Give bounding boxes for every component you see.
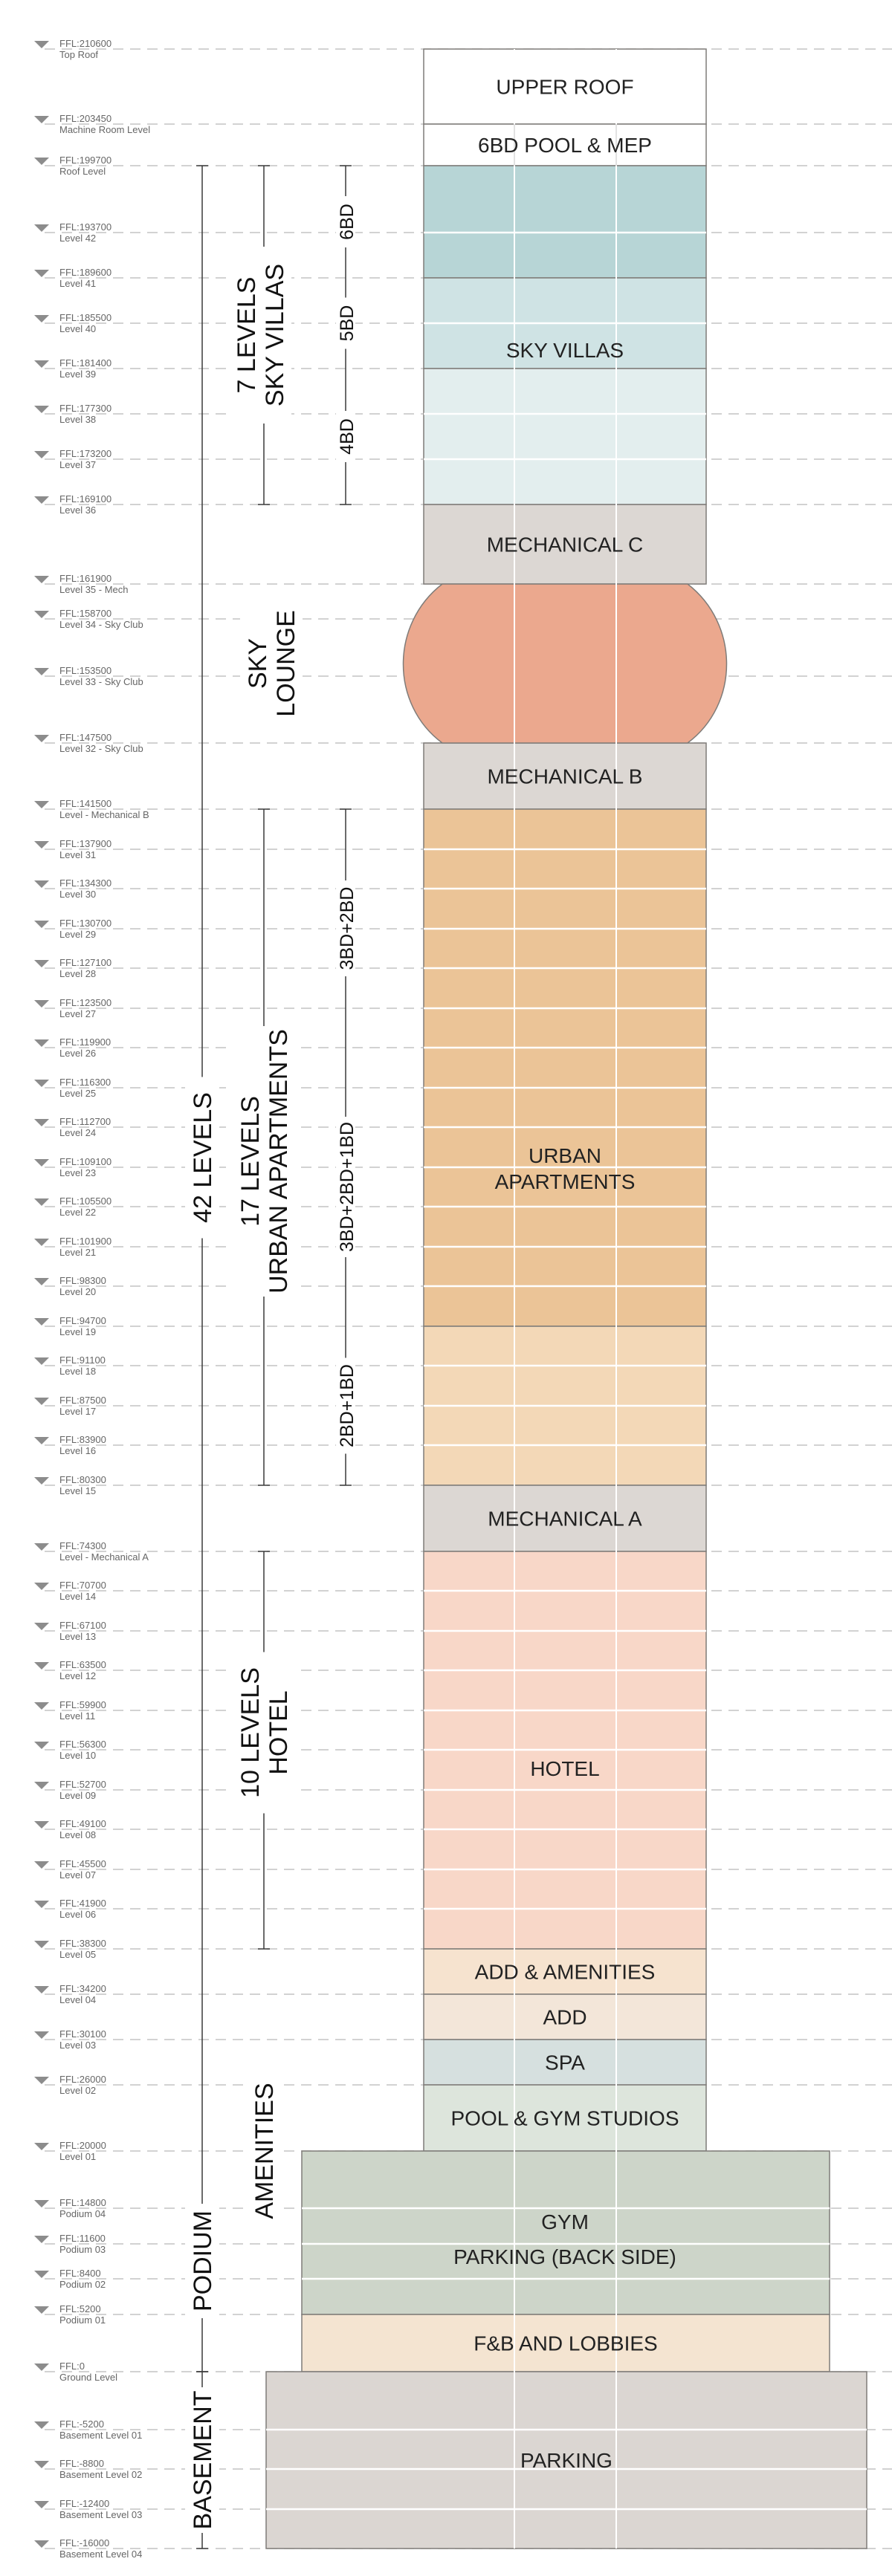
level-marker-icon (34, 2421, 49, 2429)
program-block (424, 166, 706, 278)
level-name-label: Level 11 (59, 1710, 96, 1722)
unit-mix-label (337, 1364, 358, 1447)
level-ffl-label: FFL:5200 (59, 2303, 101, 2314)
level-marker-icon (34, 1821, 49, 1829)
level-name-label: Level 10 (59, 1750, 97, 1761)
level-marker-icon (34, 1080, 49, 1087)
level-marker-icon (34, 315, 49, 322)
level-name-label: Level 19 (59, 1326, 97, 1337)
zone-label-line: SKY VILLAS (261, 263, 289, 407)
level-marker-icon (34, 158, 49, 165)
level-ffl-label: FFL:11600 (59, 2233, 106, 2244)
zone-label (189, 2210, 217, 2311)
level-marker-icon (34, 1782, 49, 1789)
zone-label-line: SKY (244, 637, 272, 690)
level-marker-icon (34, 1702, 49, 1710)
level-name-label: Level 24 (59, 1127, 97, 1138)
level-marker-icon (34, 1159, 49, 1167)
unit-mix-text: 2BD+1BD (337, 1364, 358, 1447)
level-ffl-label: FFL:101900 (59, 1236, 112, 1247)
level-name-label: Level 16 (59, 1445, 97, 1456)
level-ffl-label: FFL:63500 (59, 1659, 106, 1670)
unit-mix-text: 6BD (337, 204, 358, 240)
level-marker-icon (34, 2271, 49, 2278)
level-marker-icon (34, 1357, 49, 1365)
level-name-label: Level 14 (59, 1591, 97, 1602)
level-marker-icon (34, 451, 49, 458)
level-marker-icon (34, 921, 49, 928)
level-marker-icon (34, 1623, 49, 1630)
level-ffl-label: FFL:169100 (59, 493, 112, 505)
level-ffl-label: FFL:8400 (59, 2268, 101, 2279)
level-name-label: Level 35 - Mech (59, 584, 129, 595)
level-marker-icon (34, 1941, 49, 1948)
level-marker-icon (34, 2077, 49, 2084)
level-name-label: Level 28 (59, 968, 97, 979)
level-name-label: Basement Level 03 (59, 2509, 143, 2520)
level-ffl-label: FFL:210600 (59, 38, 112, 49)
level-name-label: Level 27 (59, 1008, 97, 1019)
level-marker-icon (34, 1901, 49, 1908)
level-name-label: Basement Level 04 (59, 2549, 143, 2560)
level-marker-icon (34, 1986, 49, 1993)
level-marker-icon (34, 801, 49, 808)
level-name-label: Level 41 (59, 278, 97, 289)
zone-label-line: HOTEL (265, 1690, 293, 1775)
level-marker-icon (34, 1198, 49, 1206)
level-ffl-label: FFL:141500 (59, 798, 112, 809)
level-name-label: Level 26 (59, 1048, 97, 1059)
level-marker-icon (34, 2143, 49, 2150)
level-ffl-label: FFL:116300 (59, 1077, 112, 1088)
level-name-label: Podium 03 (59, 2244, 106, 2255)
level-name-label: Level 29 (59, 929, 97, 940)
level-ffl-label: FFL:80300 (59, 1474, 106, 1485)
level-marker-icon (34, 1543, 49, 1551)
block-label: ADD (543, 2005, 587, 2029)
zone-label-line: 17 LEVELS (236, 1096, 265, 1227)
level-marker-icon (34, 2501, 49, 2508)
level-name-label: Level 21 (59, 1247, 97, 1258)
level-marker-icon (34, 270, 49, 277)
level-name-label: Level 25 (59, 1088, 97, 1099)
level-ffl-label: FFL:105500 (59, 1195, 112, 1207)
level-ffl-label: FFL:38300 (59, 1938, 106, 1949)
level-marker-icon (34, 1583, 49, 1590)
level-name-label: Level 42 (59, 233, 97, 244)
level-ffl-label: FFL:83900 (59, 1434, 106, 1445)
zone-label-line: AMENITIES (251, 2083, 279, 2219)
block-label: F&B AND LOBBIES (474, 2332, 658, 2355)
level-name-label: Podium 01 (59, 2314, 106, 2326)
level-name-label: Level 31 (59, 849, 97, 860)
unit-mix-label (337, 418, 358, 455)
level-marker-icon (34, 1318, 49, 1326)
unit-mix-text: 3BD+2BD (337, 886, 358, 970)
level-ffl-label: FFL:74300 (59, 1540, 106, 1551)
level-ffl-label: FFL:147500 (59, 732, 112, 743)
program-block (424, 369, 706, 505)
level-marker-icon (34, 1239, 49, 1246)
level-name-label: Level 09 (59, 1790, 97, 1801)
level-marker-icon (34, 1437, 49, 1444)
level-name-label: Level 01 (59, 2151, 97, 2162)
level-name-label: Ground Level (59, 2372, 118, 2383)
level-ffl-label: FFL:56300 (59, 1739, 106, 1750)
level-name-label: Podium 04 (59, 2208, 106, 2219)
level-name-label: Level 12 (59, 1670, 97, 1681)
level-ffl-label: FFL:158700 (59, 608, 112, 619)
level-ffl-label: FFL:94700 (59, 1315, 106, 1326)
level-name-label: Level 18 (59, 1366, 97, 1377)
zone-label-line: URBAN APARTMENTS (265, 1029, 293, 1294)
sky-lounge-shape (404, 584, 727, 743)
level-name-label: Roof Level (59, 166, 106, 177)
level-ffl-label: FFL:14800 (59, 2197, 106, 2208)
level-marker-icon (34, 960, 49, 967)
level-ffl-label: FFL:52700 (59, 1779, 106, 1790)
level-ffl-label: FFL:0 (59, 2361, 85, 2372)
level-ffl-label: FFL:98300 (59, 1275, 106, 1286)
level-ffl-label: FFL:112700 (59, 1116, 112, 1127)
level-name-label: Level 04 (59, 1994, 97, 2005)
level-marker-icon (34, 1000, 49, 1008)
unit-mix-label (337, 887, 358, 970)
level-ffl-label: FFL:91100 (59, 1354, 106, 1366)
level-name-label: Top Roof (59, 49, 99, 60)
level-ffl-label: FFL:45500 (59, 1858, 106, 1869)
level-marker-icon (34, 496, 49, 504)
level-marker-icon (34, 1039, 49, 1047)
level-marker-icon (34, 1398, 49, 1405)
unit-mix-label (337, 1122, 358, 1252)
level-name-label: Basement Level 02 (59, 2469, 143, 2480)
level-marker-icon (34, 1119, 49, 1126)
level-marker-icon (34, 1662, 49, 1670)
level-ffl-label: FFL:173200 (59, 448, 112, 459)
level-ffl-label: FFL:130700 (59, 918, 112, 929)
zone-label (189, 1092, 217, 1223)
level-ffl-label: FFL:49100 (59, 1818, 106, 1829)
level-name-label: Basement Level 01 (59, 2430, 143, 2441)
level-name-label: Level 36 (59, 505, 97, 516)
block-label: ADD & AMENITIES (474, 1960, 656, 1984)
level-name-label: Level 20 (59, 1286, 97, 1297)
block-label: MECHANICAL A (488, 1507, 642, 1531)
block-label: SKY VILLAS (505, 339, 624, 362)
level-marker-icon (34, 880, 49, 888)
block-label: MECHANICAL C (486, 533, 644, 557)
unit-mix-label (337, 204, 358, 240)
zone-label (189, 2390, 217, 2529)
program-block (424, 809, 706, 1326)
level-ffl-label: FFL:-16000 (59, 2537, 110, 2549)
block-label: GYM (541, 2210, 589, 2233)
level-name-label: Level 17 (59, 1406, 97, 1417)
unit-mix-text: 5BD (337, 305, 358, 342)
zone-label (233, 264, 289, 406)
level-name-label: Level 03 (59, 2040, 97, 2051)
level-name-label: Level 13 (59, 1631, 97, 1642)
level-marker-icon (34, 2306, 49, 2314)
level-ffl-label: FFL:193700 (59, 221, 112, 233)
level-ffl-label: FFL:-5200 (59, 2418, 104, 2430)
zone-label-line: 42 LEVELS (189, 1092, 217, 1223)
zone-label-line: LOUNGE (272, 610, 300, 717)
level-ffl-label: FFL:161900 (59, 573, 112, 584)
level-name-label: Level 23 (59, 1167, 97, 1178)
level-name-label: Level 39 (59, 369, 97, 380)
block-label: PARKING (520, 2449, 613, 2472)
level-name-label: Level 40 (59, 323, 97, 334)
level-ffl-label: FFL:70700 (59, 1580, 106, 1591)
level-marker-icon (34, 735, 49, 742)
block-label: POOL & GYM STUDIOS (450, 2106, 679, 2130)
level-marker-icon (34, 668, 49, 675)
level-name-label: Level 05 (59, 1949, 97, 1960)
zone-label-line: BASEMENT (189, 2390, 217, 2530)
unit-mix-text: 4BD (337, 418, 358, 455)
level-ffl-label: FFL:20000 (59, 2140, 106, 2151)
level-name-label: Level 30 (59, 889, 97, 900)
zone-label-line: 10 LEVELS (236, 1667, 265, 1798)
level-ffl-label: FFL:203450 (59, 113, 112, 124)
unit-mix-labels (336, 196, 358, 1454)
block-label: MECHANICAL B (487, 765, 643, 788)
level-marker-icon (34, 1477, 49, 1485)
level-name-label: Level 07 (59, 1869, 97, 1881)
level-name-label: Level 22 (59, 1207, 97, 1218)
block-label: APARTMENTS (494, 1170, 636, 1193)
level-marker-icon (34, 360, 49, 368)
level-marker-icon (34, 41, 49, 48)
level-name-label: Level 34 - Sky Club (59, 619, 143, 630)
block-label: URBAN (528, 1144, 602, 1167)
zone-label (251, 2083, 279, 2219)
zone-label-line: 7 LEVELS (233, 276, 261, 394)
level-name-label: Level - Mechanical B (59, 809, 149, 820)
level-ffl-label: FFL:137900 (59, 838, 112, 849)
unit-mix-text: 3BD+2BD+1BD (337, 1121, 358, 1253)
level-ffl-label: FFL:119900 (59, 1036, 112, 1048)
level-marker-icon (34, 1861, 49, 1869)
sky-lounge (404, 584, 727, 743)
level-ffl-label: FFL:123500 (59, 997, 112, 1008)
level-marker-icon (34, 224, 49, 232)
block-label: UPPER ROOF (496, 75, 634, 99)
level-marker-icon (34, 1278, 49, 1285)
level-name-label: Level 02 (59, 2085, 97, 2096)
zone-label-line: PODIUM (189, 2210, 217, 2311)
level-name-label: Podium 02 (59, 2279, 106, 2290)
level-ffl-label: FFL:41900 (59, 1898, 106, 1909)
level-name-label: Level 15 (59, 1485, 97, 1496)
level-ffl-label: FFL:199700 (59, 155, 112, 166)
block-label: 6BD POOL & MEP (478, 134, 652, 157)
level-ffl-label: FFL:30100 (59, 2028, 106, 2040)
level-marker-icon (34, 406, 49, 413)
level-marker-icon (34, 2200, 49, 2207)
level-name-label: Level - Mechanical A (59, 1551, 149, 1563)
level-name-label: Level 06 (59, 1909, 97, 1920)
level-ffl-label: FFL:127100 (59, 957, 112, 968)
level-ffl-label: FFL:-12400 (59, 2498, 110, 2509)
level-marker-icon (34, 2540, 49, 2548)
level-marker-icon (34, 841, 49, 849)
level-ffl-label: FFL:-8800 (59, 2458, 104, 2469)
level-ffl-label: FFL:67100 (59, 1620, 106, 1631)
level-ffl-label: FFL:26000 (59, 2074, 106, 2085)
level-marker-icon (34, 611, 49, 618)
level-ffl-label: FFL:87500 (59, 1395, 106, 1406)
level-marker-icon (34, 2364, 49, 2371)
block-label: PARKING (BACK SIDE) (453, 2245, 676, 2268)
level-marker-icon (34, 2236, 49, 2243)
level-marker-icon (34, 2031, 49, 2039)
level-marker-icon (34, 576, 49, 583)
block-label: HOTEL (530, 1757, 600, 1780)
level-ffl-label: FFL:109100 (59, 1156, 112, 1167)
level-ffl-label: FFL:185500 (59, 312, 112, 323)
level-ffl-label: FFL:181400 (59, 357, 112, 369)
level-ffl-label: FFL:189600 (59, 267, 112, 278)
level-marker-icon (34, 1742, 49, 1749)
level-name-label: Level 38 (59, 414, 97, 425)
level-name-label: Machine Room Level (59, 124, 151, 135)
level-ffl-label: FFL:59900 (59, 1699, 106, 1710)
level-marker-icon (34, 2461, 49, 2468)
level-name-label: Level 33 - Sky Club (59, 676, 143, 687)
level-markers (34, 38, 150, 2560)
block-label: SPA (545, 2051, 585, 2074)
level-ffl-label: FFL:134300 (59, 877, 112, 889)
level-name-label: Level 08 (59, 1829, 97, 1840)
level-ffl-label: FFL:34200 (59, 1983, 106, 1994)
level-name-label: Level 32 - Sky Club (59, 743, 143, 754)
unit-mix-label (337, 305, 358, 342)
level-marker-icon (34, 116, 49, 123)
level-ffl-label: FFL:153500 (59, 665, 112, 676)
level-ffl-label: FFL:177300 (59, 403, 112, 414)
level-name-label: Level 37 (59, 459, 97, 470)
